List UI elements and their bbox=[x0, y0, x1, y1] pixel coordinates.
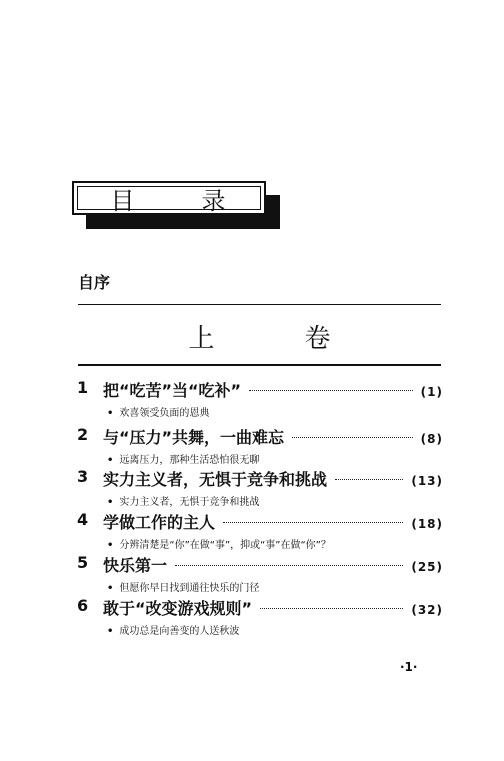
entry-title[interactable]: 敢于“改变游戏规则” bbox=[103, 599, 253, 618]
entry-subtitle: 远离压力，那种生活恐怕很无聊 bbox=[119, 455, 260, 466]
dot-leader bbox=[260, 607, 403, 609]
heading-title bbox=[77, 186, 261, 215]
bullet-icon: • bbox=[107, 455, 114, 466]
entry-title[interactable]: 与“压力”共舞，一曲难忘 bbox=[103, 428, 285, 447]
entry-title[interactable]: 实力主义者，无惧于竞争和挑战 bbox=[103, 470, 328, 489]
dot-leader bbox=[175, 564, 403, 566]
entry-page: (25) bbox=[411, 560, 443, 574]
bullet-icon: • bbox=[107, 626, 114, 637]
entry-subtitle: 分辨清楚是“你”在做“事”，抑或“事”在做“你”？ bbox=[119, 540, 331, 551]
bullet-icon: • bbox=[107, 540, 114, 551]
entry-number: 1 bbox=[77, 378, 89, 397]
divider-bottom bbox=[78, 364, 441, 366]
dot-leader bbox=[249, 389, 413, 391]
bullet-icon: • bbox=[107, 583, 114, 594]
entry-subtitle: 但愿你早日找到通往快乐的门径 bbox=[119, 583, 260, 594]
volume-char-right: 卷 bbox=[304, 323, 331, 354]
entry-page: (1) bbox=[420, 385, 443, 399]
dot-leader bbox=[292, 436, 413, 438]
entry-page: (18) bbox=[411, 517, 443, 531]
entry-title[interactable]: 快乐第一 bbox=[103, 556, 168, 575]
volume-char-left: 上 bbox=[188, 323, 215, 354]
entry-number: 2 bbox=[77, 425, 89, 444]
dot-leader bbox=[223, 521, 403, 523]
preface-link[interactable]: 自序 bbox=[78, 273, 111, 292]
entry-page: (32) bbox=[411, 603, 443, 617]
heading-char-right: 录 bbox=[201, 186, 228, 215]
entry-subtitle: 实力主义者，无惧于竞争和挑战 bbox=[119, 497, 260, 508]
entry-subtitle: 欢喜领受负面的恩典 bbox=[119, 408, 210, 419]
page-number: ·1· bbox=[400, 660, 418, 674]
volume-heading bbox=[78, 316, 441, 356]
entry-number: 4 bbox=[77, 510, 89, 529]
bullet-icon: • bbox=[107, 408, 114, 419]
heading-char-left: 目 bbox=[110, 186, 137, 215]
entry-title[interactable]: 学做工作的主人 bbox=[103, 513, 216, 532]
bullet-icon: • bbox=[107, 497, 114, 508]
divider-top bbox=[78, 304, 441, 305]
entry-number: 3 bbox=[77, 467, 89, 486]
heading-box bbox=[72, 181, 266, 215]
entry-page: (8) bbox=[420, 432, 443, 446]
entry-number: 5 bbox=[77, 553, 89, 572]
entry-subtitle: 成功总是向善变的人送秋波 bbox=[119, 626, 240, 637]
entry-page: (13) bbox=[411, 474, 443, 488]
entry-title[interactable]: 把“吃苦”当“吃补” bbox=[103, 381, 242, 400]
dot-leader bbox=[335, 478, 403, 480]
entry-number: 6 bbox=[77, 596, 89, 615]
